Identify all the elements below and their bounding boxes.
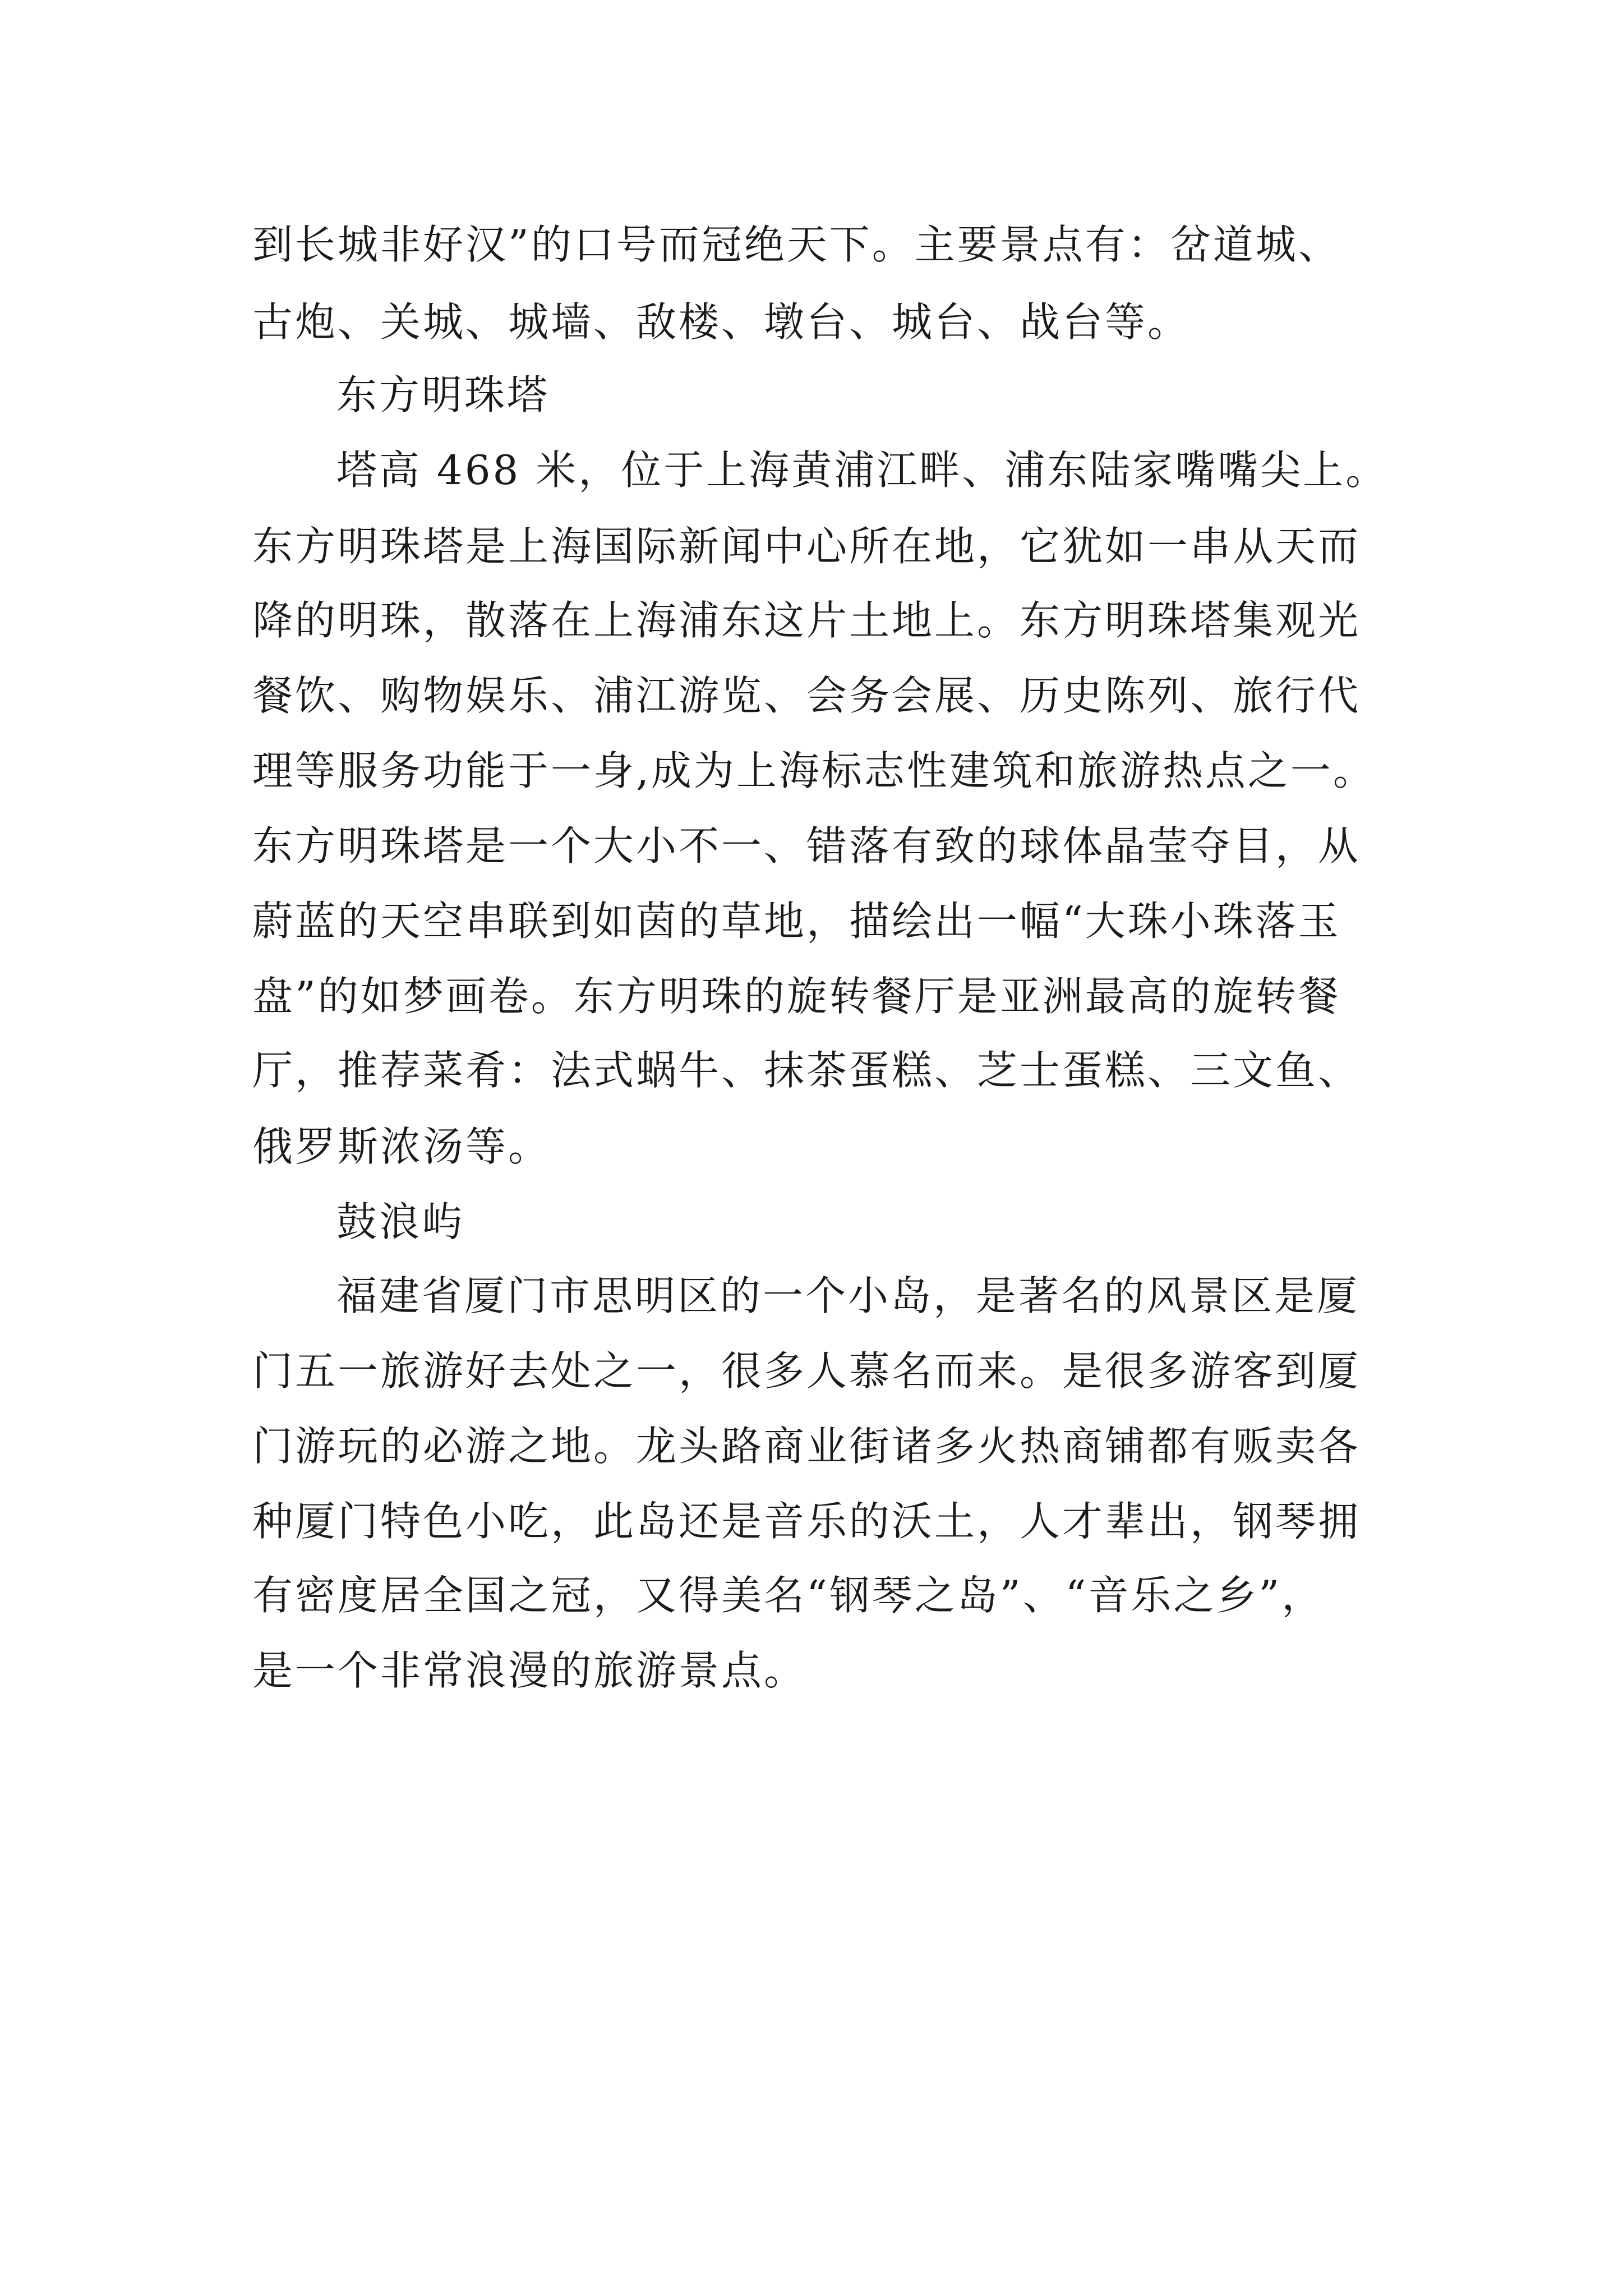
paragraph-line: 到长城非好汉”的口号而冠绝天下。主要景点有：岔道城、 — [252, 221, 1341, 268]
paragraph-line: 有密度居全国之冠，又得美名“钢琴之岛”、“音乐之乡”， — [252, 1572, 1325, 1619]
paragraph-line: 古炮、关城、城墙、敌楼、墩台、城台、战台等。 — [252, 298, 1191, 346]
section-heading: 鼓浪屿 — [336, 1198, 465, 1245]
paragraph-line: 门五一旅游好去处之一，很多人慕名而来。是很多游客到厦 — [252, 1347, 1361, 1395]
paragraph-line: 是一个非常浪漫的旅游景点。 — [252, 1647, 807, 1694]
paragraph-line: 俄罗斯浓汤等。 — [252, 1123, 551, 1170]
paragraph-line: 塔高 468 米，位于上海黄浦江畔、浦东陆家嘴嘴尖上。 — [336, 447, 1389, 494]
paragraph-line: 东方明珠塔是上海国际新闻中心所在地，它犹如一串从天而 — [252, 523, 1361, 570]
paragraph-line: 种厦门特色小吃，此岛还是音乐的沃土，人才辈出，钢琴拥 — [252, 1498, 1361, 1545]
paragraph-line: 门游玩的必游之地。龙头路商业街诸多火热商铺都有贩卖各 — [252, 1423, 1361, 1470]
paragraph-line: 东方明珠塔是一个大小不一、错落有致的球体晶莹夺目，从 — [252, 822, 1361, 869]
section-heading: 东方明珠塔 — [336, 371, 550, 418]
paragraph-line: 厅，推荐菜肴：法式蜗牛、抹茶蛋糕、芝士蛋糕、三文鱼、 — [252, 1047, 1361, 1094]
paragraph-line: 盘”的如梦画卷。东方明珠的旋转餐厅是亚洲最高的旋转餐 — [252, 973, 1341, 1020]
paragraph-line: 蔚蓝的天空串联到如茵的草地，描绘出一幅“大珠小珠落玉 — [252, 898, 1341, 945]
paragraph-line: 降的明珠，散落在上海浦东这片土地上。东方明珠塔集观光 — [252, 597, 1361, 644]
paragraph-line: 福建省厦门市思明区的一个小岛，是著名的风景区是厦 — [336, 1272, 1360, 1319]
paragraph-line: 理等服务功能于一身,成为上海标志性建筑和旅游热点之一。 — [252, 747, 1376, 794]
paragraph-line: 餐饮、购物娱乐、浦江游览、会务会展、历史陈列、旅行代 — [252, 672, 1361, 719]
